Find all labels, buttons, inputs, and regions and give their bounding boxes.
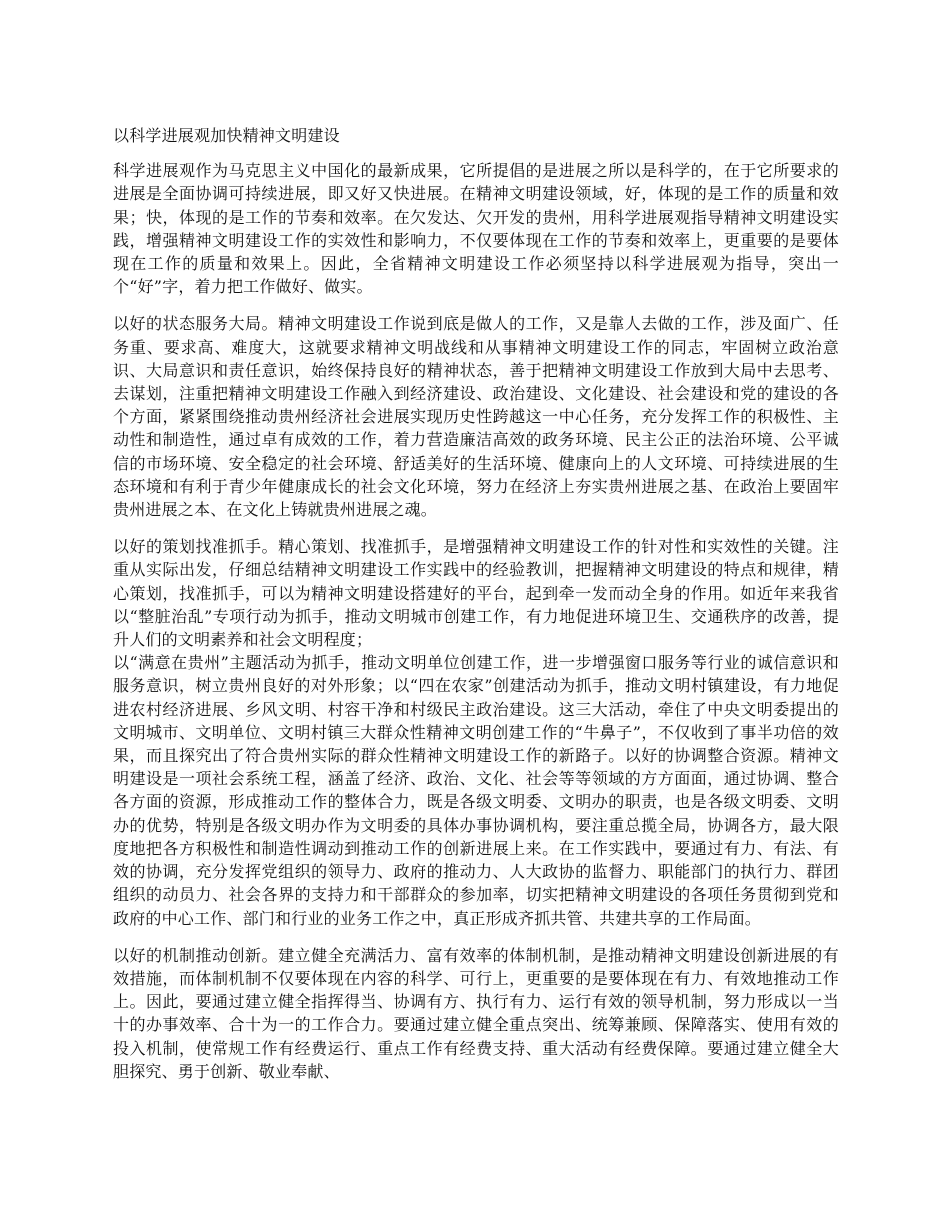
document-page [113,124,839,1097]
paragraph-serve-overall: 以好的状态服务大局。精神文明建设工作说到底是做人的工作，又是靠人去做的工作，涉及面广、任务重、要求高、难度大，这就要求精神文明战线和从事精神文明建设工作的同志，牢固树立政治意识、大局意识和责任意识，始终保持良好的精神状态，善于把精神文明建设工作放到大局中去思考、去谋划，注重把精神文明建设工作融入到经济建设、政治建设、文化建设、社会建设和党的建设的各个方面，紧紧围绕推动贵州经济社会进展实现历史性跨越这一中心任务，充分发挥工作的积极性、主动性和制造性，通过卓有成效的工作，着力营造廉洁高效的政务环境、民主公正的法治环境、公平诚信的市场环境、安全稳定的社会环境、舒适美好的生活环境、健康向上的人文环境、可持续进展的生态环境和有利于青少年健康成长的社会文化环境，努力在经济上夯实贵州进展之基、在政治上要固牢贵州进展之本、在文化上铸就贵州进展之魂。 [113,314,839,520]
document-title: 以科学进展观加快精神文明建设 [113,126,340,145]
paragraph-activities-coordination: 以“满意在贵州”主题活动为抓手，推动文明单位创建工作，进一步增强窗口服务等行业的诚信意识和服务意识，树立贵州良好的对外形象；以“四在农家”创建活动为抓手，推动文明村镇建设，有力地促进农村经济进展、乡风文明、村容干净和村级民主政治建设。这三大活动，牵住了中央文明委提出的文明城市、文明单位、文明村镇三大群众性精神文明创建工作的“牛鼻子”，不仅收到了事半功倍的效果，而且探究出了符合贵州实际的群众性精神文明建设工作的新路子。以好的协调整合资源。精神文明建设是一项社会系统工程，涵盖了经济、政治、文化、社会等等领域的方方面面，通过协调、整合各方面的资源，形成推动工作的整体合力，既是各级文明委、文明办的职责，也是各级文明委、文明办的优势，特别是各级文明办作为文明委的具体办事协调机构，要注重总揽全局，协调各方，最大限度地把各方积极性和制造性调动到推动工作的创新进展上来。在工作实践中，要通过有力、有法、有效的协调，充分发挥党组织的领导力、政府的推动力、人大政协的监督力、职能部门的执行力、群团组织的动员力、社会各界的支持力和干部群众的参加率，切实把精神文明建设的各项任务贯彻到党和政府的中心工作、部门和行业的业务工作之中，真正形成齐抓共管、共建共享的工作局面。 [113,653,839,928]
paragraph-intro: 科学进展观作为马克思主义中国化的最新成果，它所提倡的是进展之所以是科学的，在于它所要求的进展是全面协调可持续进展，即又好又快进展。在精神文明建设领域，好，体现的是工作的质量和效果；快，体现的是工作的节奏和效率。在欠发达、欠开发的贵州，用科学进展观指导精神文明建设实践，增强精神文明建设工作的实效性和影响力，不仅要体现在工作的节奏和效率上，更重要的是要体现在工作的质量和效果上。因此，全省精神文明建设工作必须坚持以科学进展观为指导，突出一个“好”字，着力把工作做好、做实。 [113,161,839,297]
paragraph-mechanism: 以好的机制推动创新。建立健全充满活力、富有效率的体制机制，是推动精神文明建设创新进展的有效措施，而体制机制不仅要体现在内容的科学、可行上，更重要的是要体现在有力、有效地推动工作上。因此，要通过建立健全指挥得当、协调有方、执行有力、运行有效的领导机制，努力形成以一当十的办事效率、合十为一的工作合力。要通过建立健全重点突出、统筹兼顾、保障落实、使用有效的投入机制，使常规工作有经费运行、重点工作有经费支持、重大活动有经费保障。要通过建立健全大胆探究、勇于创新、敬业奉献、 [113,945,839,1081]
paragraph-planning: 以好的策划找准抓手。精心策划、找准抓手，是增强精神文明建设工作的针对性和实效性的关键。注重从实际出发，仔细总结精神文明建设工作实践中的经验教训，把握精神文明建设的特点和规律，精心策划，找准抓手，可以为精神文明建设搭建好的平台，起到牵一发而动全身的作用。如近年来我省以“整脏治乱”专项行动为抓手，推动文明城市创建工作，有力地促进环境卫生、交通秩序的改善，提升人们的文明素养和社会文明程度； [113,537,839,650]
